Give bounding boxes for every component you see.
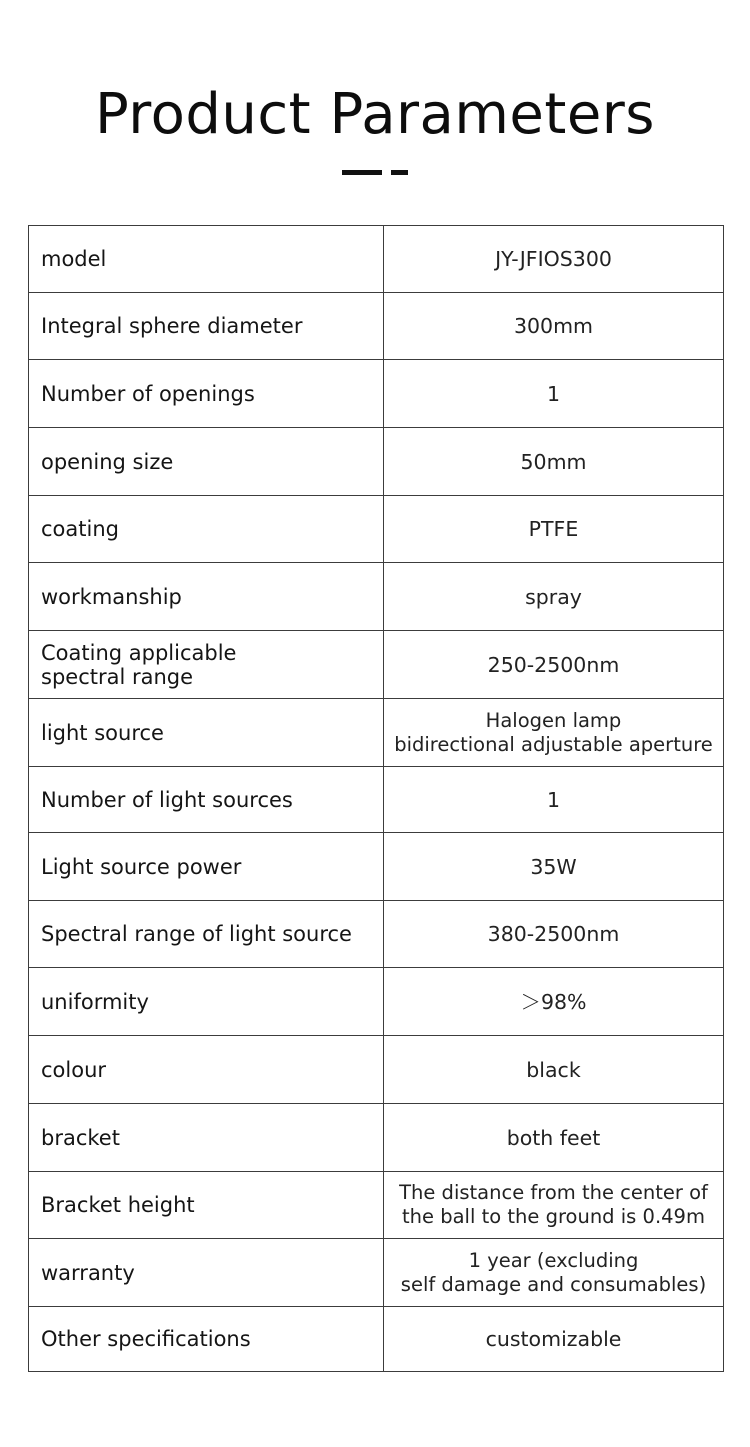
param-label-bracket: bracket [29,1104,384,1172]
param-value-other-specifications: customizable [384,1307,724,1372]
table-row [29,833,724,901]
value-line: the ball to the ground is 0.49m [402,1205,705,1228]
param-value-colour: black [384,1036,724,1104]
param-label-other-specifications: Other specifications [29,1307,384,1372]
table-row [29,901,724,968]
param-value-model: JY-JFIOS300 [384,226,724,293]
table-row [29,968,724,1036]
param-label-coating: coating [29,496,384,563]
param-label-openings: Number of openings [29,360,384,428]
table-row [29,496,724,563]
param-value-light-source [384,699,724,767]
table-row [29,360,724,428]
param-label-workmanship: workmanship [29,563,384,631]
label-line: Coating applicable [41,640,237,665]
param-value-sphere-diameter: 300mm [384,293,724,360]
param-label-colour: colour [29,1036,384,1104]
table-row [29,1036,724,1104]
table-row [29,226,724,293]
param-label-warranty: warranty [29,1239,384,1307]
param-value-warranty [384,1239,724,1307]
param-value-number-light-sources: 1 [384,767,724,833]
param-label-coating-spectral-range [29,631,384,699]
table-row [29,428,724,496]
param-label-light-source: light source [29,699,384,767]
table-row [29,1172,724,1239]
param-value-coating: PTFE [384,496,724,563]
table-row [29,767,724,833]
param-label-light-spectral-range: Spectral range of light source [29,901,384,968]
param-label-bracket-height: Bracket height [29,1172,384,1239]
param-label-light-source-power: Light source power [29,833,384,901]
title-underline-dash-short [391,170,408,175]
table-row [29,699,724,767]
table-row [29,1307,724,1372]
table-row [29,1239,724,1307]
param-value-bracket-height [384,1172,724,1239]
label-line: spectral range [41,664,194,689]
param-value-coating-spectral-range: 250-2500nm [384,631,724,699]
param-value-bracket: both feet [384,1104,724,1172]
param-value-opening-size: 50mm [384,428,724,496]
param-value-light-source-power: 35W [384,833,724,901]
value-line: Halogen lamp [485,708,622,732]
value-line: The distance from the center of [399,1181,708,1204]
param-label-sphere-diameter: Integral sphere diameter [29,293,384,360]
title-underline-dash [342,170,382,175]
parameters-table [28,225,724,1372]
param-label-number-light-sources: Number of light sources [29,767,384,833]
param-value-workmanship: spray [384,563,724,631]
value-line: self damage and consumables) [400,1272,707,1296]
param-label-opening-size: opening size [29,428,384,496]
value-line: bidirectional adjustable aperture [394,732,713,756]
table-row [29,293,724,360]
page-title: Product Parameters [95,82,655,147]
param-value-light-spectral-range: 380-2500nm [384,901,724,968]
table-row [29,563,724,631]
table-row [29,631,724,699]
table-row [29,1104,724,1172]
value-line: 1 year (excluding [468,1248,639,1272]
param-label-uniformity: uniformity [29,968,384,1036]
param-value-uniformity: ＞98% [384,968,724,1036]
param-value-openings: 1 [384,360,724,428]
param-label-model: model [29,226,384,293]
